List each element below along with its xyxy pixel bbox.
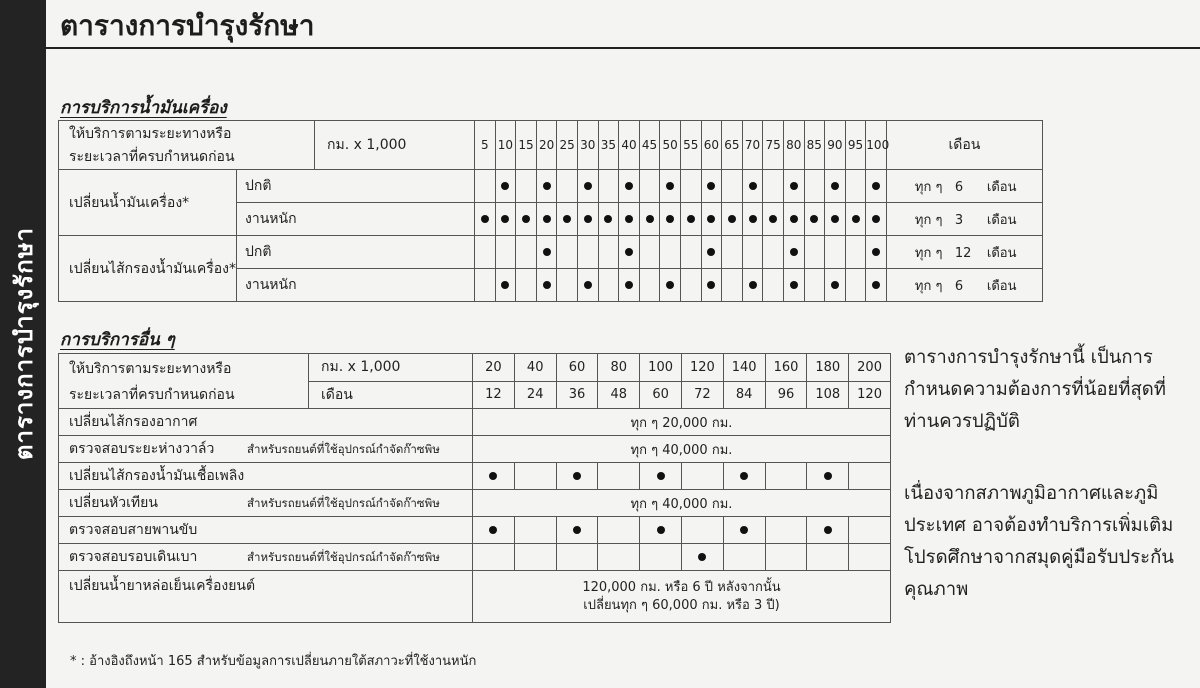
schedule-cell — [783, 269, 804, 302]
other-service-row — [59, 490, 891, 517]
oil-interval-line1: ให้บริการตามระยะทางหรือ — [69, 126, 232, 142]
km-column-header: 20 — [536, 121, 557, 170]
schedule-cell — [660, 170, 681, 203]
service-dot-mark — [790, 182, 798, 190]
other-month-unit: เดือน — [309, 381, 473, 409]
schedule-cell — [639, 203, 660, 236]
km-column-header: 75 — [763, 121, 784, 170]
service-dot-mark — [584, 281, 592, 289]
schedule-cell — [473, 517, 515, 544]
service-condition-label: งานหนัก — [237, 203, 475, 236]
schedule-cell — [577, 269, 598, 302]
other-service-row — [59, 517, 891, 544]
other-service-row — [59, 544, 891, 571]
title-divider — [46, 47, 1200, 49]
oil-unit-header: กม. x 1,000 — [315, 121, 475, 170]
service-dot-mark — [824, 526, 832, 534]
schedule-cell — [536, 269, 557, 302]
schedule-cell — [598, 269, 619, 302]
schedule-cell — [619, 170, 640, 203]
other-header-row-km — [59, 354, 891, 382]
service-item-label: ตรวจสอบระยะห่างวาล์ว — [69, 441, 215, 457]
oil-section-title: การบริการน้ำมันเครื่อง — [60, 98, 227, 118]
km-column-header: 20 — [473, 354, 515, 382]
km-column-header: 45 — [639, 121, 660, 170]
schedule-cell — [765, 463, 807, 490]
service-dot-mark — [666, 182, 674, 190]
every-unit: เดือน — [986, 245, 1017, 261]
schedule-cell — [639, 236, 660, 269]
service-condition-label: ปกติ — [237, 236, 475, 269]
km-column-header: 65 — [722, 121, 743, 170]
service-dot-mark — [824, 472, 832, 480]
service-condition-label: ปกติ — [237, 170, 475, 203]
month-column-header: 12 — [473, 381, 515, 409]
page-title: ตารางการบำรุงรักษา — [60, 9, 315, 42]
km-column-header: 100 — [866, 121, 887, 170]
month-column-header: 60 — [640, 381, 682, 409]
schedule-cell — [722, 170, 743, 203]
km-column-header: 50 — [660, 121, 681, 170]
schedule-cell — [783, 170, 804, 203]
schedule-cell — [845, 203, 866, 236]
month-column-header: 72 — [681, 381, 723, 409]
side-note-line: คุณภาพ — [904, 579, 969, 600]
service-item-label: เปลี่ยนน้ำมันเครื่อง* — [59, 170, 237, 236]
other-interval-line1: ให้บริการตามระยะทางหรือ — [69, 361, 232, 377]
oil-interval-line2: ระยะเวลาที่ครบกำหนดก่อน — [69, 149, 235, 165]
km-column-header: 25 — [557, 121, 578, 170]
schedule-cell — [866, 236, 887, 269]
service-dot-mark — [543, 281, 551, 289]
coolant-frequency — [473, 571, 891, 623]
schedule-cell — [536, 236, 557, 269]
schedule-cell — [825, 269, 846, 302]
schedule-cell — [825, 236, 846, 269]
schedule-cell — [640, 544, 682, 571]
schedule-cell — [723, 463, 765, 490]
schedule-cell — [495, 269, 516, 302]
sidebar-tab-label: ตารางการบำรุงรักษา — [9, 227, 38, 461]
service-dot-mark — [707, 281, 715, 289]
other-service-row — [59, 463, 891, 490]
schedule-cell — [742, 203, 763, 236]
schedule-cell — [804, 269, 825, 302]
schedule-cell — [845, 170, 866, 203]
schedule-cell — [742, 236, 763, 269]
schedule-cell — [473, 463, 515, 490]
schedule-cell — [577, 170, 598, 203]
schedule-cell — [866, 203, 887, 236]
coolant-line2: เปลี่ยนทุก ๆ 60,000 กม. หรือ 3 ปี) — [583, 597, 780, 613]
service-dot-mark — [501, 182, 509, 190]
schedule-cell — [619, 236, 640, 269]
schedule-cell — [722, 236, 743, 269]
month-column-header: เดือน — [886, 121, 1042, 170]
km-column-header: 140 — [723, 354, 765, 382]
km-column-header: 80 — [598, 354, 640, 382]
service-dot-mark — [740, 472, 748, 480]
sidebar-tab — [0, 0, 46, 688]
service-dot-mark — [489, 472, 497, 480]
km-column-header: 95 — [845, 121, 866, 170]
other-interval-header — [59, 354, 309, 409]
schedule-cell — [557, 269, 578, 302]
schedule-cell — [681, 544, 723, 571]
service-dot-mark — [522, 215, 530, 223]
schedule-cell — [577, 236, 598, 269]
service-dot-mark — [810, 215, 818, 223]
schedule-cell — [557, 170, 578, 203]
every-prefix: ทุก ๆ — [914, 179, 943, 195]
service-every-cell — [886, 236, 1042, 269]
schedule-cell — [722, 203, 743, 236]
service-dot-mark — [790, 281, 798, 289]
schedule-cell — [765, 517, 807, 544]
km-column-header: 10 — [495, 121, 516, 170]
oil-service-row — [59, 236, 1043, 269]
every-prefix: ทุก ๆ — [914, 278, 943, 294]
km-column-header: 35 — [598, 121, 619, 170]
schedule-cell — [763, 203, 784, 236]
schedule-cell — [475, 236, 496, 269]
km-column-header: 160 — [765, 354, 807, 382]
month-column-header: 36 — [556, 381, 598, 409]
every-unit: เดือน — [986, 278, 1017, 294]
schedule-cell — [849, 517, 891, 544]
service-dot-mark — [625, 215, 633, 223]
service-dot-mark — [707, 182, 715, 190]
service-dot-mark — [740, 526, 748, 534]
other-service-row — [59, 409, 891, 436]
km-column-header: 60 — [701, 121, 722, 170]
schedule-cell — [807, 517, 849, 544]
service-dot-mark — [625, 281, 633, 289]
other-interval-line2: ระยะเวลาที่ครบกำหนดก่อน — [69, 387, 235, 403]
schedule-cell — [723, 517, 765, 544]
schedule-cell — [680, 269, 701, 302]
schedule-cell — [598, 203, 619, 236]
km-column-header: 200 — [849, 354, 891, 382]
schedule-cell — [556, 463, 598, 490]
every-unit: เดือน — [986, 212, 1017, 228]
schedule-cell — [536, 203, 557, 236]
service-dot-mark — [666, 215, 674, 223]
service-item-label: ตรวจสอบรอบเดินเบา — [69, 549, 198, 565]
schedule-cell — [516, 170, 537, 203]
side-note-line: กำหนดความต้องการที่น้อยที่สุดที่ — [904, 379, 1166, 400]
month-column-header: 84 — [723, 381, 765, 409]
km-column-header: 180 — [807, 354, 849, 382]
schedule-cell — [765, 544, 807, 571]
service-dot-mark — [657, 526, 665, 534]
schedule-cell — [680, 170, 701, 203]
service-dot-mark — [563, 215, 571, 223]
service-dot-mark — [790, 215, 798, 223]
schedule-cell — [763, 269, 784, 302]
schedule-cell — [475, 269, 496, 302]
km-column-header: 15 — [516, 121, 537, 170]
service-item-label: ตรวจสอบสายพานขับ — [59, 517, 473, 544]
schedule-cell — [660, 269, 681, 302]
km-column-header: 30 — [577, 121, 598, 170]
schedule-cell — [475, 170, 496, 203]
schedule-cell — [804, 170, 825, 203]
schedule-cell — [514, 544, 556, 571]
coolant-line1: 120,000 กม. หรือ 6 ปี หลังจากนั้น — [582, 579, 781, 595]
service-dot-mark — [872, 215, 880, 223]
service-item-label: เปลี่ยนน้ำยาหล่อเย็นเครื่องยนต์ — [59, 571, 473, 623]
every-unit: เดือน — [986, 179, 1017, 195]
schedule-cell — [723, 544, 765, 571]
service-condition-label: งานหนัก — [237, 269, 475, 302]
service-dot-mark — [698, 553, 706, 561]
schedule-cell — [701, 269, 722, 302]
schedule-cell — [639, 170, 660, 203]
schedule-cell — [866, 170, 887, 203]
service-every-cell — [886, 203, 1042, 236]
schedule-cell — [516, 203, 537, 236]
schedule-cell — [825, 203, 846, 236]
schedule-cell — [557, 236, 578, 269]
footnote: * : อ้างอิงถึงหน้า 165 สำหรับข้อมูลการเปลี่ยนภายใต้สภาวะที่ใช้งานหนัก — [70, 654, 477, 669]
service-dot-mark — [872, 248, 880, 256]
service-dot-mark — [769, 215, 777, 223]
schedule-cell — [849, 463, 891, 490]
service-item-cell — [59, 436, 473, 463]
service-dot-mark — [687, 215, 695, 223]
service-dot-mark — [501, 215, 509, 223]
other-service-row — [59, 436, 891, 463]
schedule-cell — [763, 170, 784, 203]
schedule-cell — [475, 203, 496, 236]
every-value: 6 — [954, 278, 964, 294]
every-prefix: ทุก ๆ — [914, 212, 943, 228]
side-note-minimum — [904, 342, 1200, 438]
side-note-line: โปรดศึกษาจากสมุดคู่มือรับประกัน — [904, 547, 1174, 568]
side-note-line: ประเทศ อาจต้องทำบริการเพิ่มเติม — [904, 515, 1174, 536]
service-dot-mark — [831, 182, 839, 190]
coolant-row — [59, 571, 891, 623]
schedule-cell — [681, 463, 723, 490]
schedule-cell — [742, 269, 763, 302]
service-dot-mark — [872, 281, 880, 289]
schedule-cell — [845, 236, 866, 269]
km-column-header: 40 — [619, 121, 640, 170]
service-dot-mark — [749, 215, 757, 223]
schedule-cell — [722, 269, 743, 302]
service-dot-mark — [707, 215, 715, 223]
schedule-cell — [516, 236, 537, 269]
service-dot-mark — [831, 215, 839, 223]
schedule-cell — [701, 236, 722, 269]
month-column-header: 24 — [514, 381, 556, 409]
service-dot-mark — [501, 281, 509, 289]
service-dot-mark — [573, 472, 581, 480]
service-frequency: ทุก ๆ 20,000 กม. — [473, 409, 891, 436]
schedule-cell — [640, 517, 682, 544]
schedule-cell — [495, 236, 516, 269]
other-service-table — [58, 353, 891, 623]
service-dot-mark — [604, 215, 612, 223]
service-dot-mark — [749, 281, 757, 289]
service-dot-mark — [543, 182, 551, 190]
service-item-label: เปลี่ยนไส้กรองน้ำมันเครื่อง* — [59, 236, 237, 302]
schedule-cell — [681, 517, 723, 544]
service-dot-mark — [872, 182, 880, 190]
service-item-cell — [59, 490, 473, 517]
schedule-cell — [807, 544, 849, 571]
schedule-cell — [680, 203, 701, 236]
schedule-cell — [514, 463, 556, 490]
service-dot-mark — [625, 182, 633, 190]
service-dot-mark — [749, 182, 757, 190]
service-item-note: สำหรับรถยนต์ที่ใช้อุปกรณ์กำจัดก๊าซพิษ — [247, 442, 440, 456]
every-value: 3 — [954, 212, 964, 228]
schedule-cell — [577, 203, 598, 236]
schedule-cell — [495, 170, 516, 203]
schedule-cell — [845, 269, 866, 302]
side-note-line: เนื่องจากสภาพภูมิอากาศและภูมิ — [904, 483, 1159, 504]
side-note-line: ตารางการบำรุงรักษานี้ เป็นการ — [904, 347, 1153, 368]
schedule-cell — [701, 170, 722, 203]
schedule-cell — [556, 517, 598, 544]
schedule-cell — [640, 463, 682, 490]
service-every-cell — [886, 269, 1042, 302]
service-dot-mark — [646, 215, 654, 223]
km-column-header: 60 — [556, 354, 598, 382]
schedule-cell — [598, 236, 619, 269]
km-column-header: 40 — [514, 354, 556, 382]
schedule-cell — [536, 170, 557, 203]
schedule-cell — [619, 203, 640, 236]
schedule-cell — [825, 170, 846, 203]
service-dot-mark — [666, 281, 674, 289]
service-dot-mark — [657, 472, 665, 480]
service-dot-mark — [625, 248, 633, 256]
km-column-header: 80 — [783, 121, 804, 170]
schedule-cell — [514, 517, 556, 544]
schedule-cell — [866, 269, 887, 302]
schedule-cell — [660, 203, 681, 236]
service-item-label: เปลี่ยนไส้กรองอากาศ — [59, 409, 473, 436]
oil-interval-header — [59, 121, 315, 170]
service-item-label: เปลี่ยนหัวเทียน — [69, 495, 158, 511]
schedule-cell — [473, 544, 515, 571]
km-column-header: 5 — [475, 121, 496, 170]
service-dot-mark — [790, 248, 798, 256]
every-value: 6 — [954, 179, 964, 195]
month-column-header: 108 — [807, 381, 849, 409]
every-value: 12 — [954, 245, 972, 261]
km-column-header: 55 — [680, 121, 701, 170]
service-dot-mark — [481, 215, 489, 223]
oil-service-table — [58, 120, 1043, 302]
month-column-header: 120 — [849, 381, 891, 409]
service-dot-mark — [573, 526, 581, 534]
service-dot-mark — [707, 248, 715, 256]
service-item-note: สำหรับรถยนต์ที่ใช้อุปกรณ์กำจัดก๊าซพิษ — [247, 496, 440, 510]
service-item-label: เปลี่ยนไส้กรองน้ำมันเชื้อเพลิง — [59, 463, 473, 490]
oil-service-row — [59, 170, 1043, 203]
side-note-line: ท่านควรปฏิบัติ — [904, 411, 1020, 432]
service-dot-mark — [728, 215, 736, 223]
service-dot-mark — [584, 182, 592, 190]
side-note-climate — [904, 478, 1200, 606]
schedule-cell — [680, 236, 701, 269]
schedule-cell — [557, 203, 578, 236]
schedule-cell — [495, 203, 516, 236]
schedule-cell — [556, 544, 598, 571]
schedule-cell — [660, 236, 681, 269]
service-dot-mark — [584, 215, 592, 223]
month-column-header: 48 — [598, 381, 640, 409]
schedule-cell — [742, 170, 763, 203]
oil-header-row — [59, 121, 1043, 170]
service-every-cell — [886, 170, 1042, 203]
schedule-cell — [783, 203, 804, 236]
schedule-cell — [619, 269, 640, 302]
schedule-cell — [783, 236, 804, 269]
other-km-unit: กม. x 1,000 — [309, 354, 473, 382]
schedule-cell — [807, 463, 849, 490]
schedule-cell — [598, 170, 619, 203]
schedule-cell — [639, 269, 660, 302]
service-frequency: ทุก ๆ 40,000 กม. — [473, 436, 891, 463]
schedule-cell — [598, 463, 640, 490]
km-column-header: 70 — [742, 121, 763, 170]
schedule-cell — [849, 544, 891, 571]
km-column-header: 85 — [804, 121, 825, 170]
service-dot-mark — [543, 215, 551, 223]
service-dot-mark — [543, 248, 551, 256]
schedule-cell — [763, 236, 784, 269]
other-section-title: การบริการอื่น ๆ — [60, 330, 175, 350]
month-column-header: 96 — [765, 381, 807, 409]
service-frequency: ทุก ๆ 40,000 กม. — [473, 490, 891, 517]
km-column-header: 100 — [640, 354, 682, 382]
schedule-cell — [598, 517, 640, 544]
schedule-cell — [701, 203, 722, 236]
service-dot-mark — [852, 215, 860, 223]
service-dot-mark — [831, 281, 839, 289]
schedule-cell — [804, 203, 825, 236]
service-dot-mark — [489, 526, 497, 534]
every-prefix: ทุก ๆ — [914, 245, 943, 261]
service-item-note: สำหรับรถยนต์ที่ใช้อุปกรณ์กำจัดก๊าซพิษ — [247, 550, 440, 564]
km-column-header: 120 — [681, 354, 723, 382]
schedule-cell — [598, 544, 640, 571]
schedule-cell — [804, 236, 825, 269]
service-item-cell — [59, 544, 473, 571]
km-column-header: 90 — [825, 121, 846, 170]
schedule-cell — [516, 269, 537, 302]
